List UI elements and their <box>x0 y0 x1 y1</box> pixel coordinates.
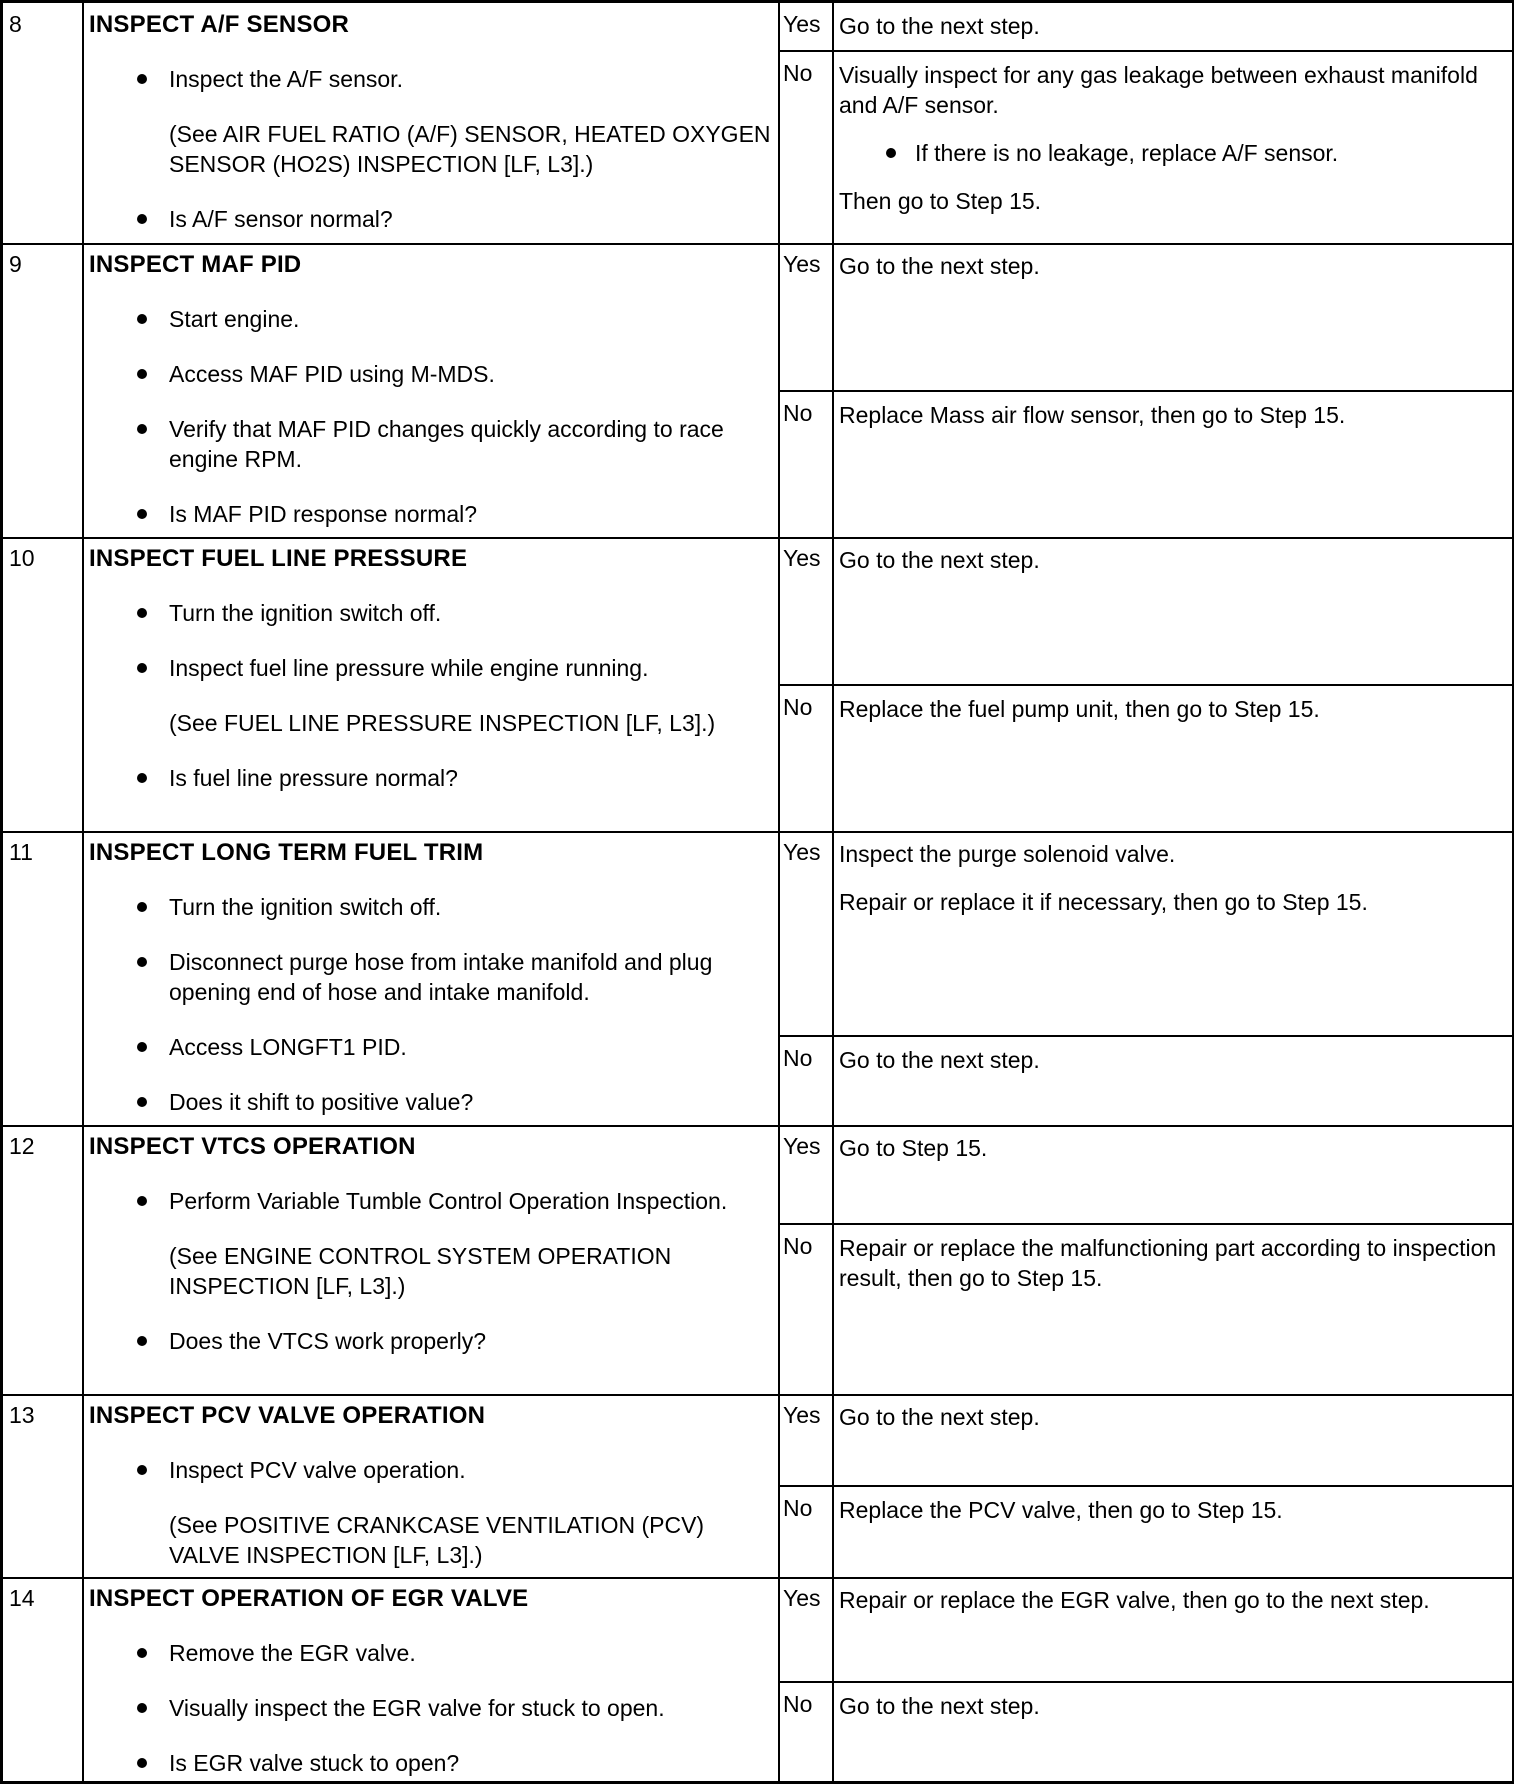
no-label: No <box>783 1233 813 1259</box>
instruction-bullet: Does it shift to positive value? <box>89 1087 778 1117</box>
no-action <box>834 1037 1510 1075</box>
no-action-line: Repair or replace the malfunctioning part according to inspection result, then go to Step 15. <box>839 1235 1497 1291</box>
yes-label: Yes <box>783 839 821 865</box>
step-row <box>0 243 1514 537</box>
no-action-line: Replace the PCV valve, then go to Step 15. <box>839 1497 1283 1523</box>
no-action-line: Go to the next step. <box>839 1047 1040 1073</box>
step-description <box>84 3 778 234</box>
instruction-bullet: Visually inspect the EGR valve for stuck to open. <box>89 1693 778 1723</box>
yes-action-line: Go to the next step. <box>839 1404 1040 1430</box>
step-row <box>0 537 1514 831</box>
no-label: No <box>783 400 813 426</box>
no-action-line: Replace Mass air flow sensor, then go to Step 15. <box>839 402 1346 428</box>
yes-action-line: Go to Step 15. <box>839 1135 988 1161</box>
yes-action-line: Go to the next step. <box>839 547 1040 573</box>
no-action <box>834 1683 1510 1721</box>
no-label: No <box>783 694 813 720</box>
step-number: 10 <box>9 545 35 571</box>
yes-action <box>834 243 1510 281</box>
instruction-bullet: Inspect PCV valve operation. <box>89 1455 778 1485</box>
no-label: No <box>783 1495 813 1521</box>
yes-action <box>834 1577 1510 1615</box>
step-description <box>84 243 778 529</box>
step-number: 14 <box>9 1585 35 1611</box>
step-title: INSPECT A/F SENSOR <box>89 11 350 38</box>
step-title: INSPECT FUEL LINE PRESSURE <box>89 545 468 572</box>
reference-note: (See FUEL LINE PRESSURE INSPECTION [LF, L3].) <box>169 710 716 736</box>
yes-action <box>834 1394 1510 1432</box>
no-action <box>834 1225 1510 1293</box>
reference-note: (See ENGINE CONTROL SYSTEM OPERATION INSPECTION [LF, L3].) <box>169 1243 672 1299</box>
yes-label: Yes <box>783 11 821 37</box>
instruction-bullet: Is A/F sensor normal? <box>89 204 778 234</box>
step-description <box>84 537 778 793</box>
step-number: 8 <box>9 11 22 37</box>
instruction-bullet: Does the VTCS work properly? <box>89 1326 778 1356</box>
yes-action <box>834 1125 1510 1163</box>
no-action <box>834 1487 1510 1525</box>
yes-action-line: Repair or replace the EGR valve, then go to the next step. <box>839 1587 1430 1613</box>
step-row <box>0 1577 1514 1784</box>
instruction-bullet: Access LONGFT1 PID. <box>89 1032 778 1062</box>
yes-label: Yes <box>783 1402 821 1428</box>
step-number: 9 <box>9 251 22 277</box>
no-label: No <box>783 60 813 86</box>
step-number: 11 <box>9 839 33 865</box>
step-row <box>0 1394 1514 1577</box>
instruction-bullet: Access MAF PID using M-MDS. <box>89 359 778 389</box>
instruction-bullet: Turn the ignition switch off. <box>89 598 778 628</box>
instruction-bullet: Turn the ignition switch off. <box>89 892 778 922</box>
step-title: INSPECT PCV VALVE OPERATION <box>89 1402 486 1429</box>
step-description <box>84 831 778 1117</box>
no-action-tail: Then go to Step 15. <box>839 188 1042 214</box>
instruction-bullet: Remove the EGR valve. <box>89 1638 778 1668</box>
no-action-line: Visually inspect for any gas leakage between exhaust manifold and A/F sensor. <box>839 62 1478 118</box>
yes-label: Yes <box>783 1133 821 1159</box>
step-title: INSPECT MAF PID <box>89 251 302 278</box>
step-description <box>84 1394 778 1570</box>
no-action-bullet: If there is no leakage, replace A/F sensor. <box>839 138 1510 168</box>
instruction-bullet: Is MAF PID response normal? <box>89 499 778 529</box>
instruction-bullet: Start engine. <box>89 304 778 334</box>
no-label: No <box>783 1691 813 1717</box>
yes-action-line: Go to the next step. <box>839 253 1040 279</box>
no-action-line: Replace the fuel pump unit, then go to Step 15. <box>839 696 1320 722</box>
reference-note: (See POSITIVE CRANKCASE VENTILATION (PCV) VALVE INSPECTION [LF, L3].) <box>169 1512 705 1568</box>
no-action <box>834 686 1510 724</box>
step-row <box>0 1125 1514 1394</box>
yes-label: Yes <box>783 251 821 277</box>
instruction-bullet: Inspect fuel line pressure while engine running. <box>89 653 778 683</box>
no-action <box>834 52 1510 216</box>
column-divider <box>778 3 780 243</box>
no-action <box>834 392 1510 430</box>
step-title: INSPECT OPERATION OF EGR VALVE <box>89 1585 529 1612</box>
step-description <box>84 1125 778 1356</box>
step-number: 12 <box>9 1133 35 1159</box>
yes-action-line: Go to the next step. <box>839 13 1040 39</box>
step-description <box>84 1577 778 1778</box>
yes-label: Yes <box>783 545 821 571</box>
yes-action <box>834 3 1510 41</box>
instruction-bullet: Is EGR valve stuck to open? <box>89 1748 778 1778</box>
yes-action-line: Inspect the purge solenoid valve. <box>839 841 1176 867</box>
instruction-bullet: Verify that MAF PID changes quickly according to race engine RPM. <box>89 414 778 474</box>
instruction-bullet: Perform Variable Tumble Control Operation Inspection. <box>89 1186 778 1216</box>
no-action-line: Go to the next step. <box>839 1693 1040 1719</box>
step-title: INSPECT LONG TERM FUEL TRIM <box>89 839 484 866</box>
step-row <box>0 831 1514 1125</box>
no-label: No <box>783 1045 813 1071</box>
instruction-bullet: Inspect the A/F sensor. <box>89 64 778 94</box>
reference-note: (See AIR FUEL RATIO (A/F) SENSOR, HEATED OXYGEN SENSOR (HO2S) INSPECTION [LF, L3].) <box>169 121 771 177</box>
step-row <box>0 3 1514 243</box>
yes-action-line: Repair or replace it if necessary, then go to Step 15. <box>839 889 1368 915</box>
yes-action <box>834 537 1510 575</box>
instruction-bullet: Disconnect purge hose from intake manifold and plug opening end of hose and intake manifold. <box>89 947 778 1007</box>
yes-action <box>834 831 1510 917</box>
yes-label: Yes <box>783 1585 821 1611</box>
step-number: 13 <box>9 1402 35 1428</box>
column-divider <box>778 831 780 1125</box>
instruction-bullet: Is fuel line pressure normal? <box>89 763 778 793</box>
step-title: INSPECT VTCS OPERATION <box>89 1133 416 1160</box>
